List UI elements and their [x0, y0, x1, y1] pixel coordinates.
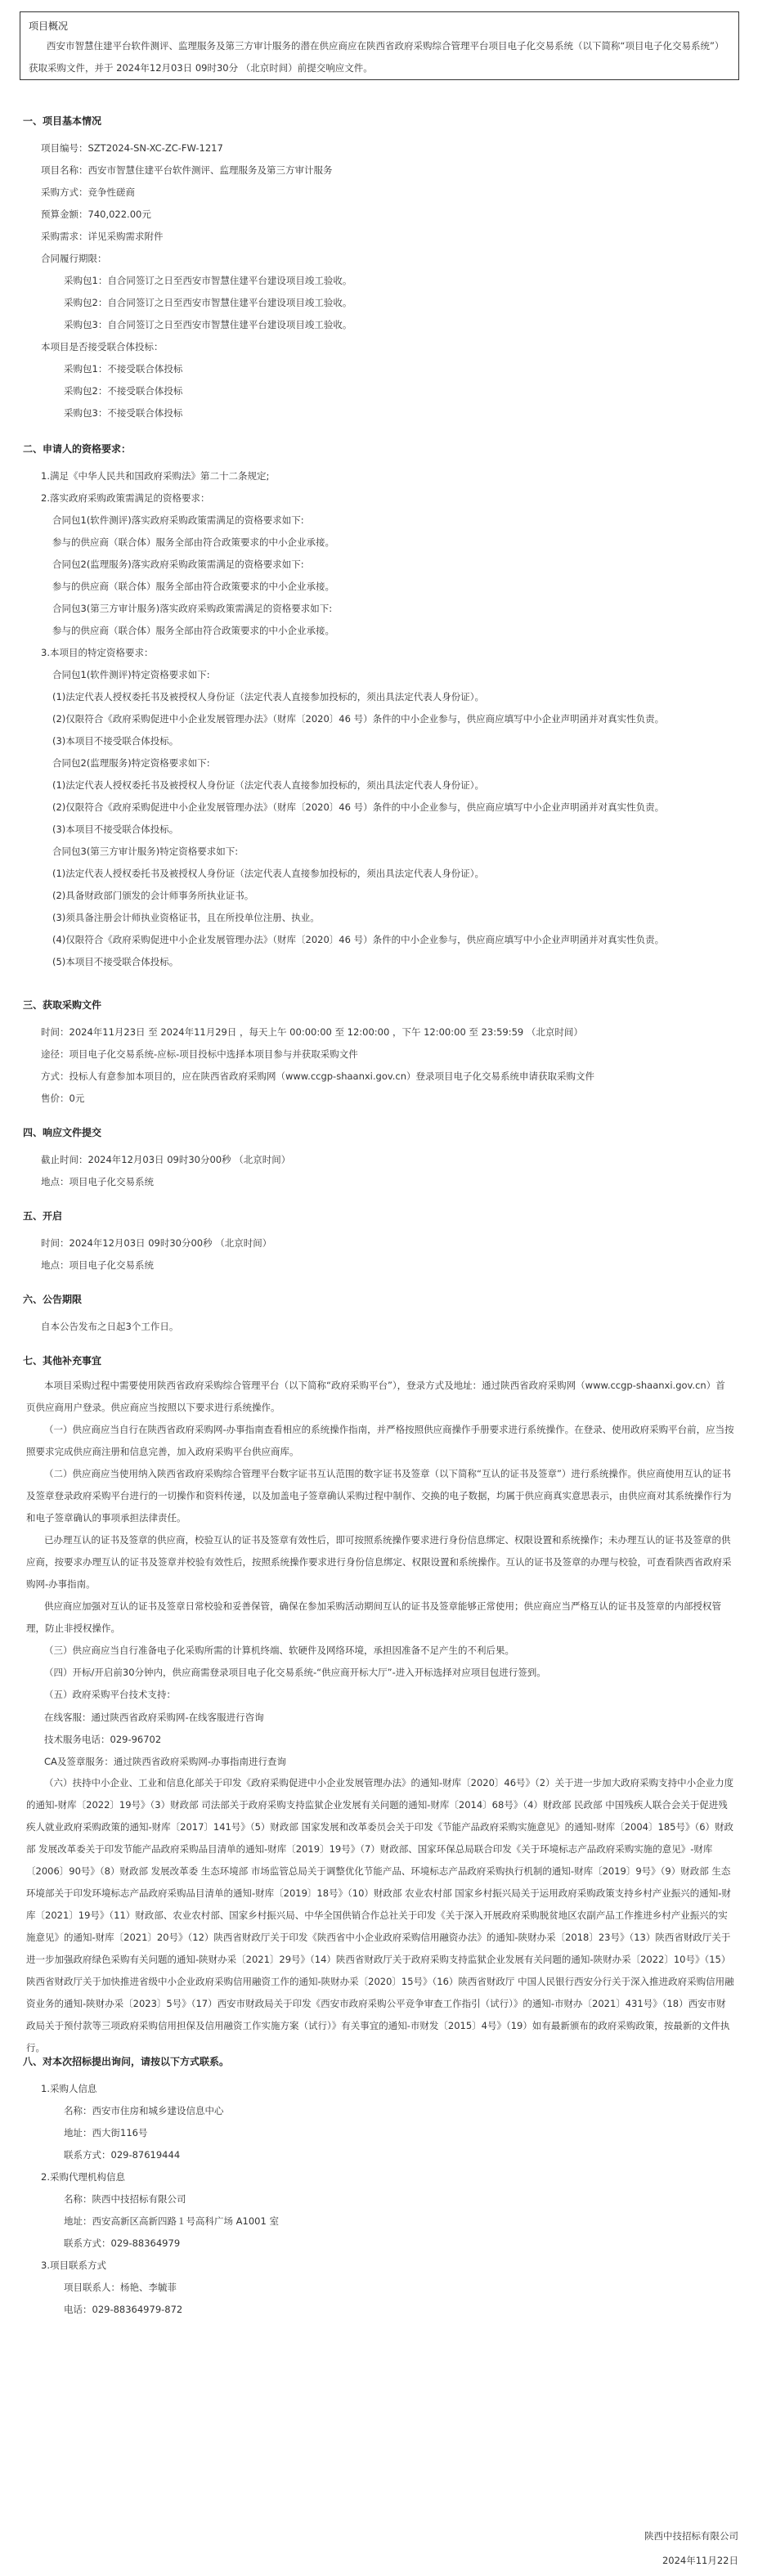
qualification-item: 1.满足《中华人民共和国政府采购法》第二十二条规定;	[41, 470, 270, 482]
section-4-heading: 四、响应文件提交	[23, 1127, 102, 1138]
acquisition-method: 方式：投标人有意参加本项目的，应在陕西省政府采购网（www.ccgp-shaanxi.gov.cn）登录项目电子化交易系统申请获取采购文件	[41, 1070, 595, 1082]
project-number: 项目编号：SZT2024-SN-XC-ZC-FW-1217	[41, 142, 223, 154]
qualification-item: (1)法定代表人授权委托书及被授权人身份证（法定代表人直接参加投标的，须出具法定代表人身份证）。	[52, 691, 485, 702]
contract-period-pkg3: 采购包3：自合同签订之日至西安市智慧住建平台建设项目竣工验收。	[64, 319, 352, 330]
purchaser-name: 名称：西安市住房和城乡建设信息中心	[64, 2105, 224, 2116]
section-2-heading: 二、申请人的资格要求：	[23, 443, 132, 455]
purchaser-contact: 联系方式：029-87619444	[64, 2149, 181, 2161]
qualification-item: (2)仅限符合《政府采购促进中小企业发展管理办法》（财库〔2020〕46 号）条件的中小企业参与，供应商应填写中小企业声明函并对真实性负责。	[52, 713, 665, 725]
tech-support-phone: 技术服务电话：029-96702	[44, 1734, 162, 1745]
qualification-item: (2)仅限符合《政府采购促进中小企业发展管理办法》（财库〔2020〕46 号）条件的中小企业参与，供应商应填写中小企业声明函并对真实性负责。	[52, 801, 665, 813]
qualification-item: 2.落实政府采购政策需满足的资格要求：	[41, 492, 210, 504]
qualification-item: (2)具备财政部门颁发的会计师事务所执业证书。	[52, 890, 254, 901]
section-1-heading: 一、项目基本情况	[23, 115, 102, 127]
opening-location: 地点：项目电子化交易系统	[41, 1259, 154, 1271]
qualification-item: 3.本项目的特定资格要求：	[41, 647, 154, 658]
qualification-item: (3)须具备注册会计师执业资格证书，且在所投单位注册、执业。	[52, 912, 320, 923]
section-6-heading: 六、公告期限	[23, 1294, 83, 1305]
signer-name: 陕西中技招标有限公司	[644, 2530, 738, 2542]
purchaser-address: 地址：西大街116号	[64, 2127, 148, 2138]
qualification-item: (1)法定代表人授权委托书及被授权人身份证（法定代表人直接参加投标的，须出具法定代表人身份证）。	[52, 779, 485, 791]
project-name: 项目名称：西安市智慧住建平台软件测评、监理服务及第三方审计服务	[41, 164, 333, 176]
section-5-heading: 五、开启	[23, 1210, 63, 1222]
acquisition-channel: 途径：项目电子化交易系统-应标-项目投标中选择本项目参与并获取采购文件	[41, 1048, 358, 1060]
supplement-paragraph: （五）政府采购平台技术支持：	[44, 1689, 176, 1700]
qualification-item: (3)本项目不接受联合体投标。	[52, 824, 179, 835]
qualification-item: (3)本项目不接受联合体投标。	[52, 735, 179, 747]
ca-support: CA及签章服务：通过陕西省政府采购网-办事指南进行查询	[44, 1756, 287, 1767]
qualification-item: 合同包3(第三方审计服务)落实政府采购政策需满足的资格要求如下:	[52, 603, 333, 614]
qualification-item: 合同包2(监理服务)特定资格要求如下:	[52, 757, 210, 769]
qualification-item: (1)法定代表人授权委托书及被授权人身份证（法定代表人直接参加投标的，须出具法定代表人身份证）。	[52, 868, 485, 879]
qualification-item: 合同包1(软件测评)落实政府采购政策需满足的资格要求如下:	[52, 514, 304, 526]
qualification-item: (4)仅限符合《政府采购促进中小企业发展管理办法》（财库〔2020〕46 号）条件的中小企业参与，供应商应填写中小企业声明函并对真实性负责。	[52, 934, 665, 945]
submission-location: 地点：项目电子化交易系统	[41, 1176, 154, 1187]
budget-amount: 预算金额：740,022.00元	[41, 209, 151, 220]
supplement-paragraph: （四）开标/开启前30分钟内，供应商需登录项目电子化交易系统-“供应商开标大厅”-进入开标选择对应项目包进行签到。	[44, 1667, 546, 1678]
supplement-paragraph: 已办理互认的证书及签章的供应商，校验互认的证书及签章有效性后，即可按照系统操作要求进行身份信息绑定、权限设置和系统操作；未办理互认的证书及签章的供应商，按要求办理互认的证书及签章并校验有效性后，按照系统操作要求进行身份信息绑定、权限设置和系统操作。互认的证书及签章的办理与校验，可查看陕西省政府采购网-办事指南。	[26, 1534, 732, 1590]
agency-contact: 联系方式：029-88364979	[64, 2237, 181, 2249]
procurement-requirement: 采购需求：详见采购需求附件	[41, 231, 164, 242]
supplement-paragraph: （二）供应商应当使用纳入陕西省政府采购综合管理平台数字证书互认范围的数字证书及签章（以下简称“互认的证书及签章”）进行系统操作。供应商使用互认的证书及签章登录政府采购平台进行的一切操作和资料传递，以及加盖电子签章确认采购过程中制作、交换的电子数据，均属于供应商真实意思表示，由供应商对其系统操作行为和电子签章确认的事项承担法律责任。	[26, 1468, 732, 1524]
consortium-pkg1: 采购包1：不接受联合体投标	[64, 363, 183, 375]
contract-period-pkg1: 采购包1：自合同签订之日至西安市智慧住建平台建设项目竣工验收。	[64, 275, 352, 286]
agency-name: 名称：陕西中技招标有限公司	[64, 2193, 186, 2205]
section-8-heading: 八、对本次招标提出询问，请按以下方式联系。	[23, 2056, 230, 2067]
opening-time: 时间：2024年12月03日 09时30分00秒 （北京时间）	[41, 1237, 272, 1249]
purchaser-info-title: 1.采购人信息	[41, 2083, 97, 2094]
project-contact-person: 项目联系人：杨艳、李毓菲	[64, 2282, 177, 2293]
signature-date: 2024年11月22日	[662, 2555, 738, 2566]
consortium-label: 本项目是否接受联合体投标：	[41, 341, 164, 352]
qualification-item: (5)本项目不接受联合体投标。	[52, 956, 179, 967]
qualification-item: 合同包2(监理服务)落实政府采购政策需满足的资格要求如下:	[52, 559, 304, 570]
acquisition-time: 时间：2024年11月23日 至 2024年11月29日 ，每天上午 00:00:00 至 12:00:00 ，下午 12:00:00 至 23:59:59 （北京时间）	[41, 1026, 583, 1038]
qualification-item: 参与的供应商（联合体）服务全部由符合政策要求的中小企业承接。	[52, 625, 334, 636]
supplement-paragraph: （一）供应商应当自行在陕西省政府采购网-办事指南查看相应的系统操作指南，并严格按照供应商操作手册要求进行系统操作。在登录、使用政府采购平台前，应当按照要求完成供应商注册和信息完善，加入政府采购平台供应商库。	[26, 1424, 734, 1457]
submission-deadline: 截止时间：2024年12月03日 09时30分00秒 （北京时间）	[41, 1154, 291, 1165]
agency-address: 地址：西安高新区高新四路１号高科广场 A1001 室	[64, 2215, 279, 2227]
consortium-pkg3: 采购包3：不接受联合体投标	[64, 407, 183, 419]
supplement-paragraph: （三）供应商应当自行准备电子化采购所需的计算机终端、软硬件及网络环境，承担因准备不足产生的不利后果。	[44, 1645, 514, 1656]
qualification-item: 合同包3(第三方审计服务)特定资格要求如下:	[52, 846, 239, 857]
qualification-item: 参与的供应商（联合体）服务全部由符合政策要求的中小企业承接。	[52, 536, 334, 548]
project-contact-phone: 电话：029-88364979-872	[64, 2304, 183, 2315]
procurement-method: 采购方式：竞争性磋商	[41, 186, 135, 198]
supplement-paragraph: 本项目采购过程中需要使用陕西省政府采购综合管理平台（以下简称“政府采购平台”），登录方式及地址：通过陕西省政府采购网（www.ccgp-shaanxi.gov.cn）首页供应商用户登录。供应商应当按照以下要求进行系统操作。	[26, 1380, 725, 1413]
policy-paragraph: （六）扶持中小企业、工业和信息化部关于印发《政府采购促进中小企业发展管理办法》的通知-财库〔2020〕46号》（2）关于进一步加大政府采购支持中小企业力度的通知-财库〔2022〕19号》（3）财政部 司法部关于政府采购支持监狱企业发展有关问题的通知-财库〔2014〕68号》（4）财政部 民政部 中国残疾人联合会关于促进残疾人就业政府采购政策的通知-财库〔2017〕141号》（5）财政部 国家发展和改革委员会关于印发《节能产品政府采购实施意见》的通知-财库〔2004〕185号》（6）财政部 发展改革委关于印发节能产品政府采购品目清单的通知-财库〔2019〕19号》（7）财政部、国家环保总局联合印发《关于环境标志产品政府采购实施的意见》-财库〔2006〕90号》（8）财政部 发展改革委 生态环境部 市场监管总局关于调整优化节能产品、环境标志产品政府采购执行机制的通知-财库〔2019〕9号》（9）财政部 生态环境部关于印发环境标志产品政府采购品目清单的通知-财库〔2019〕18号》（10）财政部 农业农村部 国家乡村振兴局关于运用政府采购政策支持乡村产业振兴的通知-财库〔2021〕19号》（11）财政部、农业农村部、国家乡村振兴局、中华全国供销合作总社关于印发《关于深入开展政府采购脱贫地区农副产品工作推进乡村产业振兴的实施意见》的通知-财库〔2021〕20号》（12）陕西省财政厅关于印发《陕西省中小企业政府采购信用融资办法》的通知-陕财办采〔2018〕23号》（13）陕西省财政厅关于进一步加强政府绿色采购有关问题的通知-陕财办采〔2021〕29号》（14）陕西省财政厅关于政府采购支持监狱企业发展有关问题的通知-陕财办采〔2022〕10号》（15）陕西省财政厅关于加快推进省级中小企业政府采购信用融资工作的通知-陕财办采〔2020〕15号》（16）陕西省财政厅 中国人民银行西安分行关于深入推进政府采购信用融资业务的通知-陕财办采〔2023〕5号》（17）西安市财政局关于印发《西安市政府采购公平竞争审查工作指引（试行）》的通知-市财办〔2021〕431号》（18）西安市财政局关于预付款等三项政府采购信用担保及信用融资工作实施方案（试行）》有关事宜的通知-市财发〔2015〕4号》（19）如有最新颁布的政府采购政策，按最新的文件执行。	[26, 1777, 734, 2053]
section-3-heading: 三、获取采购文件	[23, 999, 102, 1011]
qualification-item: 合同包1(软件测评)特定资格要求如下:	[52, 669, 210, 680]
qualification-item: 参与的供应商（联合体）服务全部由符合政策要求的中小企业承接。	[52, 581, 334, 592]
document-price: 售价：0元	[41, 1093, 85, 1104]
contract-period-pkg2: 采购包2：自合同签订之日至西安市智慧住建平台建设项目竣工验收。	[64, 297, 352, 308]
project-contact-title: 3.项目联系方式	[41, 2260, 106, 2271]
supplement-paragraph: 供应商应加强对互认的证书及签章日常校验和妥善保管，确保在参加采购活动期间互认的证书及签章能够正常使用；供应商应当严格互认的证书及签章的内部授权管理，防止非授权操作。	[26, 1600, 721, 1634]
overview-box	[20, 11, 739, 80]
contract-period-label: 合同履行期限：	[41, 253, 107, 264]
online-support: 在线客服：通过陕西省政府采购网-在线客服进行咨询	[44, 1712, 264, 1723]
overview-body: 西安市智慧住建平台软件测评、监理服务及第三方审计服务的潜在供应商应在陕西省政府采购综合管理平台项目电子化交易系统（以下简称“项目电子化交易系统”）获取采购文件，并于 2024年12月03日 09时30分 （北京时间）前提交响应文件。	[29, 40, 724, 74]
overview-heading: 项目概况	[29, 20, 69, 32]
consortium-pkg2: 采购包2：不接受联合体投标	[64, 385, 183, 397]
notice-period: 自本公告发布之日起3个工作日。	[41, 1321, 179, 1332]
section-7-heading: 七、其他补充事宜	[23, 1355, 102, 1367]
agency-info-title: 2.采购代理机构信息	[41, 2171, 125, 2183]
